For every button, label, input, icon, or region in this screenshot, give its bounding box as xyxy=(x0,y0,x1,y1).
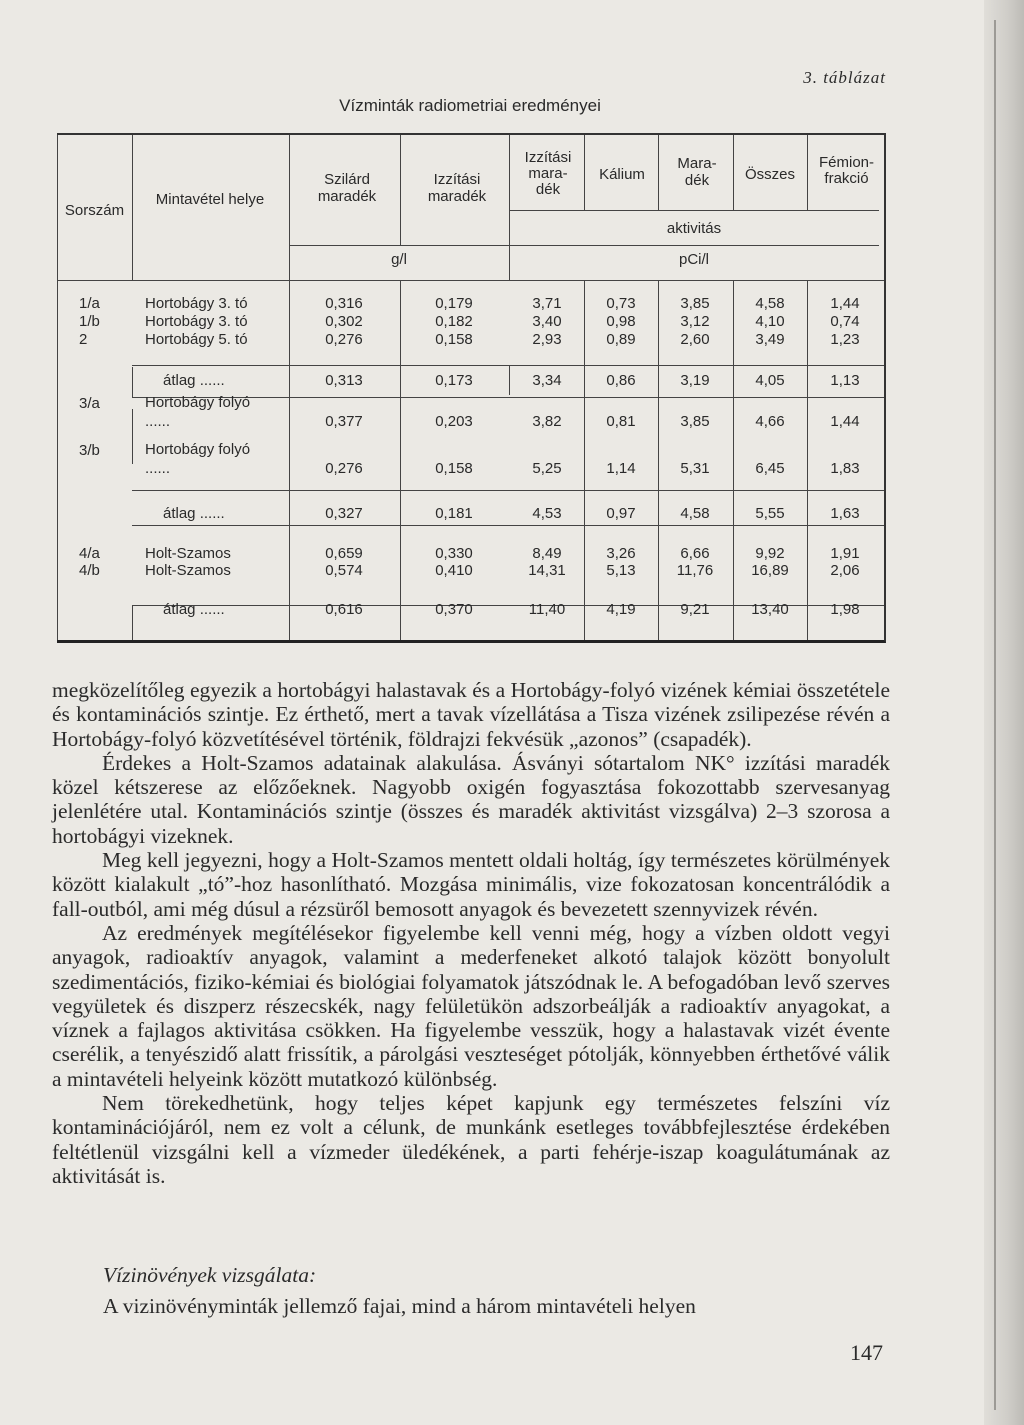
table-cell: 0,203 xyxy=(435,413,473,430)
table-cell: 0,74 xyxy=(830,313,860,330)
table-cell: 4,19 xyxy=(606,601,636,618)
table-cell: 3,85 xyxy=(680,295,710,312)
table-cell: 1,44 xyxy=(830,413,860,430)
table-cell: 6,45 xyxy=(755,460,785,477)
table-cell: 3,12 xyxy=(680,313,710,330)
table-cell: 4,10 xyxy=(755,313,785,330)
table-cell: 8,49 xyxy=(532,545,562,562)
table-cell: 0,97 xyxy=(606,505,636,522)
header-aktivitas: aktivitás xyxy=(666,220,722,237)
table-cell: 5,25 xyxy=(532,460,562,477)
table-cell: 0,659 xyxy=(325,545,363,562)
table-cell: 2,06 xyxy=(830,562,860,579)
table-cell: 14,31 xyxy=(528,562,566,579)
table-cell: 4,58 xyxy=(755,295,785,312)
table-cell: 0,89 xyxy=(606,331,636,348)
table-cell: 1,44 xyxy=(830,295,860,312)
table-cell: 3,19 xyxy=(680,372,710,389)
table-cell: 1,14 xyxy=(606,460,636,477)
paragraph: Meg kell jegyezni, hogy a Holt-Szamos mentett oldali holtág, így természetes körülmények között kialakult „tó”-hoz hasonlítható. Mozgása minimális, vize fokozatosan koncentrálódik a fall-outból, ami még dúsul a rézsüről bemosott anyagok és bevezetett szennyvizek révén. xyxy=(52,848,890,921)
table-cell: 0,182 xyxy=(435,313,473,330)
table-cell: 0,158 xyxy=(435,331,473,348)
table-cell: 0,377 xyxy=(325,413,363,430)
table-cell: 0,73 xyxy=(606,295,636,312)
row-id: 4/b xyxy=(79,562,100,579)
table-cell: 0,179 xyxy=(435,295,473,312)
average-label: átlag ...... xyxy=(163,505,225,522)
table-cell: 3,71 xyxy=(532,295,562,312)
paragraph: Nem törekedhetünk, hogy teljes képet kapjunk egy természetes felszíni víz kontaminációjáról, nem ez volt a célunk, de munkánk esetleges továbbfejlesztése érdekében feltétlenül vizsgálni kell a vízmeder üledékének, a parti fehérje-iszap koagulátumának az aktivitását is. xyxy=(52,1091,890,1188)
page-number: 147 xyxy=(850,1340,883,1365)
table-cell: 0,410 xyxy=(435,562,473,579)
table-cell: 3,49 xyxy=(755,331,785,348)
table-cell: 0,370 xyxy=(435,601,473,618)
row-id: 2 xyxy=(79,331,88,348)
results-table xyxy=(57,133,886,643)
sampling-place: Hortobágy 5. tó xyxy=(145,331,248,348)
table-cell: 0,302 xyxy=(325,313,363,330)
table-cell: 3,82 xyxy=(532,413,562,430)
header-osszes: Összes xyxy=(744,166,795,183)
row-id: 3/a xyxy=(79,395,100,412)
table-cell: 0,181 xyxy=(435,505,473,522)
table-cell: 0,86 xyxy=(606,372,636,389)
table-number: 3. táblázat xyxy=(803,68,886,87)
table-cell: 3,26 xyxy=(606,545,636,562)
table-cell: 4,53 xyxy=(532,505,562,522)
paragraph: Érdekes a Holt-Szamos adatainak alakulása. Ásványi sótartalom NK° izzítási maradék közel kétszerese az előzőeknek. Nagyobb oxigén fogyasztása fokozottabb szervesanyag jelenlétére utal. Kontaminációs szintje (összes és maradék aktivitást vizsgálva) 2–3 szorosa a hortobágyi vizeknek. xyxy=(52,750,890,848)
table-cell: 5,31 xyxy=(680,460,710,477)
table-caption: Vízminták radiometriai eredményei xyxy=(339,96,601,115)
table-cell: 6,66 xyxy=(680,545,710,562)
table-cell: 0,173 xyxy=(435,372,473,389)
table-cell: 2,60 xyxy=(680,331,710,348)
table-cell: 0,316 xyxy=(325,295,363,312)
table-cell: 0,276 xyxy=(325,331,363,348)
table-cell: 0,327 xyxy=(325,505,363,522)
table-cell: 1,83 xyxy=(830,460,860,477)
average-label: átlag ...... xyxy=(163,372,225,389)
table-cell: 0,98 xyxy=(606,313,636,330)
row-id: 3/b xyxy=(79,442,100,459)
sampling-place: Hortobágy folyó ...... xyxy=(145,394,251,430)
table-cell: 9,21 xyxy=(680,601,710,618)
row-id: 1/a xyxy=(79,295,100,312)
table-cell: 5,55 xyxy=(755,505,785,522)
header-maradek: Mara- dék xyxy=(677,155,717,189)
sampling-place: Holt-Szamos xyxy=(145,545,231,562)
table-cell: 1,98 xyxy=(830,601,860,618)
table-cell: 1,91 xyxy=(830,545,860,562)
table-cell: 4,66 xyxy=(755,413,785,430)
header-sorszam: Sorszám xyxy=(64,202,125,219)
header-kalium: Kálium xyxy=(599,166,645,183)
table-cell: 1,63 xyxy=(830,505,860,522)
table-cell: 9,92 xyxy=(755,545,785,562)
header-femion: Fémion- frakció xyxy=(818,154,874,187)
table-cell: 3,40 xyxy=(532,313,562,330)
table-cell: 2,93 xyxy=(532,331,562,348)
header-izzitasi-1: Izzítási maradék xyxy=(427,171,487,205)
table-cell: 0,158 xyxy=(435,460,473,477)
header-izzitasi-2: Izzítási mara- dék xyxy=(524,149,572,198)
table-cell: 4,05 xyxy=(755,372,785,389)
page-edge-line xyxy=(994,20,996,1410)
unit-pcil: pCi/l xyxy=(678,251,709,268)
sampling-place: Hortobágy 3. tó xyxy=(145,313,248,330)
table-cell: 0,313 xyxy=(325,372,363,389)
table-cell: 13,40 xyxy=(751,601,789,618)
table-cell: 0,616 xyxy=(325,601,363,618)
table-cell: 3,34 xyxy=(532,372,562,389)
sampling-place: Hortobágy 3. tó xyxy=(145,295,248,312)
table-cell: 0,81 xyxy=(606,413,636,430)
table-cell: 1,23 xyxy=(830,331,860,348)
unit-gl: g/l xyxy=(391,251,407,268)
average-label: átlag ...... xyxy=(163,601,225,618)
sampling-place: Holt-Szamos xyxy=(145,562,231,579)
table-cell: 0,574 xyxy=(325,562,363,579)
section-subheading: Vízinövények vizsgálata: xyxy=(103,1263,317,1287)
header-mintavetel: Mintavétel helye xyxy=(155,191,265,208)
table-cell: 0,330 xyxy=(435,545,473,562)
page-edge xyxy=(984,0,1024,1425)
table-cell: 4,58 xyxy=(680,505,710,522)
table-cell: 16,89 xyxy=(751,562,789,579)
table-cell: 11,76 xyxy=(676,562,714,579)
row-id: 1/b xyxy=(79,313,100,330)
sampling-place: Hortobágy folyó ...... xyxy=(145,441,251,477)
table-cell: 3,85 xyxy=(680,413,710,430)
table-cell: 5,13 xyxy=(606,562,636,579)
table-cell: 0,276 xyxy=(325,460,363,477)
paragraph: megközelítőleg egyezik a hortobágyi halastavak és a Hortobágy-folyó vizének kémiai összetétele és kontaminációs szintje. Ez érthető, mert a tavak vízellátása a Tisza vizének zsilipezése révén a Hortobágy-folyó közvetítésével történik, földrajzi fekvésük „azonos” (csapadék). xyxy=(52,678,890,751)
row-id: 4/a xyxy=(79,545,100,562)
table-cell: 1,13 xyxy=(830,372,860,389)
paragraph: Az eredmények megítélésekor figyelembe kell venni még, hogy a vízben oldott vegyi anyagok, radioaktív anyagok, valamint a mederfeneket alkotó talajok között bonyolult szedimentációs, fiziko-kémiai és biológiai folyamatok játszódnak le. A befogadóban levő szerves vegyületek és diszperz részecskék, nagy felületükön adszorbeálják a radioaktív anyagokat, a víznek a fajlagos aktivitása csökken. Ha figyelembe vesszük, hogy a halastavak vizét évente cserélik, a tenyészidő alatt frissítik, a párolgási veszteséget pótolják, könnyebben érthetővé válik a mintavételi helyeink között mutatkozó különbség. xyxy=(52,920,890,1091)
table-cell: 11,40 xyxy=(528,601,566,618)
body-text xyxy=(52,678,890,1188)
header-szilard: Szilárd maradék xyxy=(317,171,377,205)
paragraph-start: A vizinövényminták jellemző fajai, mind a három mintavételi helyen xyxy=(103,1294,696,1318)
